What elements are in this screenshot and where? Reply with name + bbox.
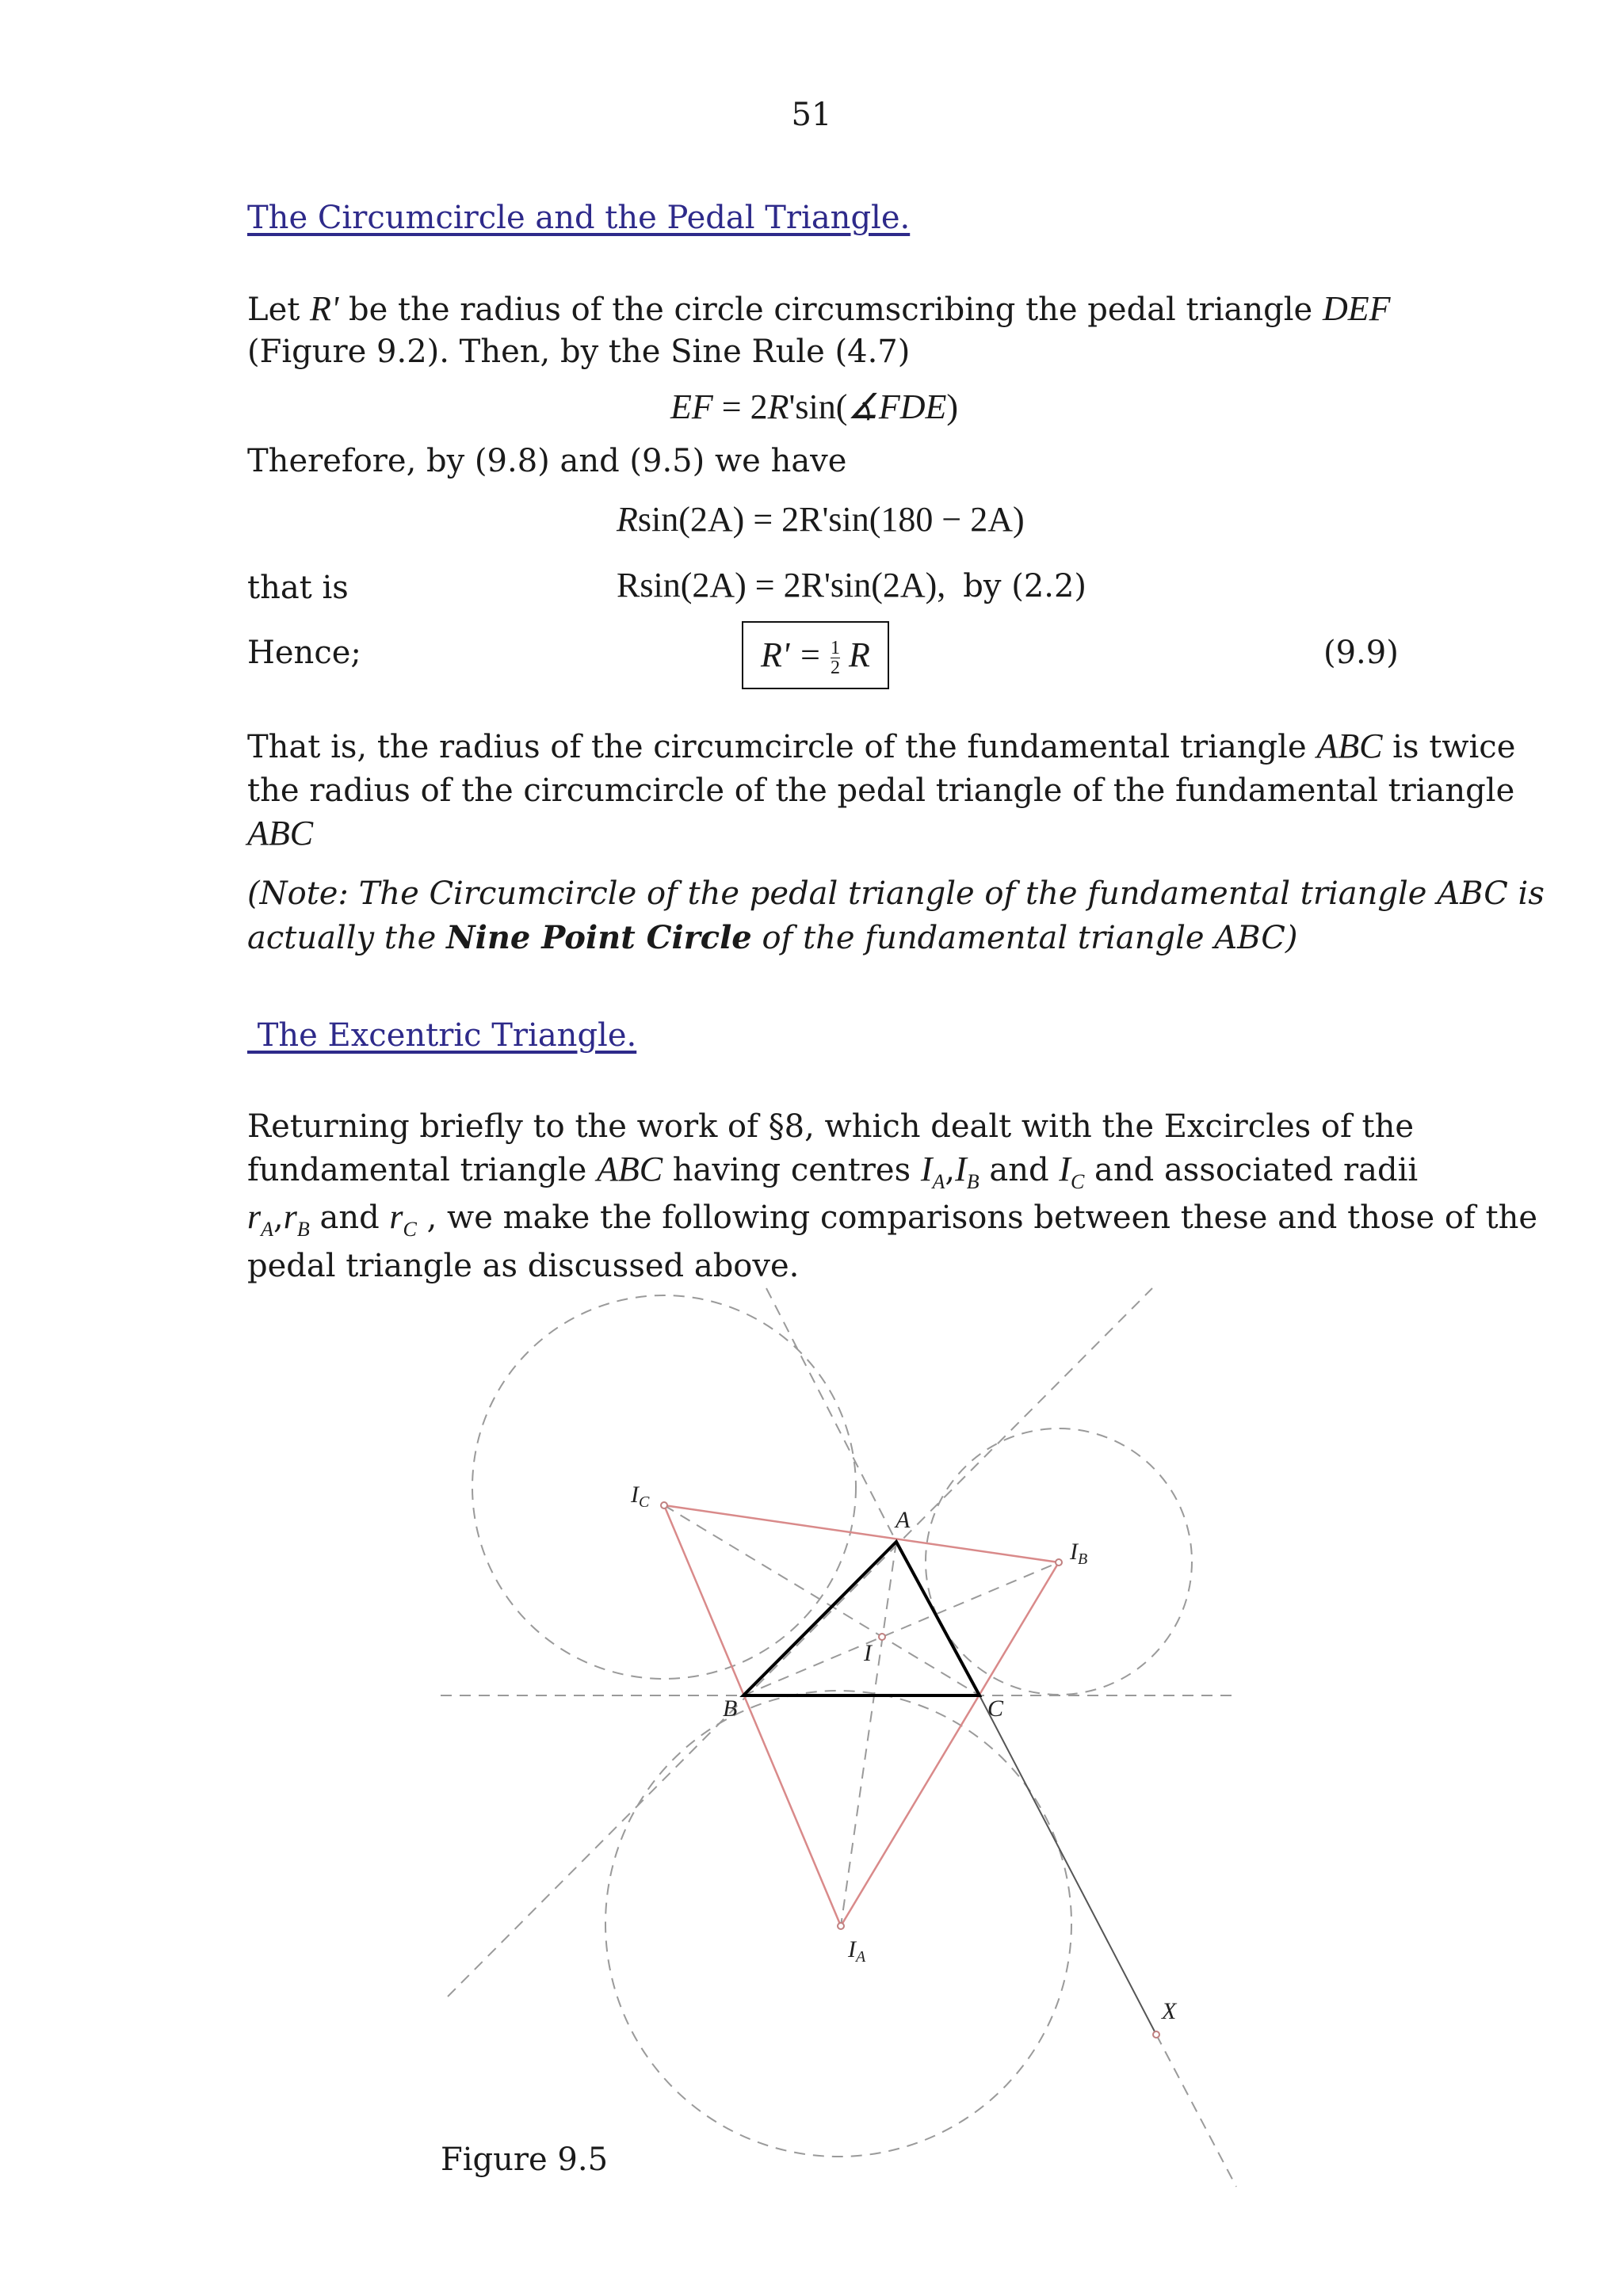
subscript: A xyxy=(261,1218,274,1241)
text: Let xyxy=(247,292,311,328)
line-c-to-x xyxy=(980,1695,1156,2035)
var-abc: ABC xyxy=(596,1150,663,1188)
var-ic: I xyxy=(1059,1150,1071,1188)
var-ra: r xyxy=(247,1197,262,1236)
angle-symbol: ∡ xyxy=(847,387,879,426)
nine-point-circle-term: Nine Point Circle xyxy=(446,919,752,956)
paragraph-1-line-2: (Figure 9.2). Then, by the Sine Rule (4.7) xyxy=(247,334,911,370)
text: , we make the following comparisons between these and those of the xyxy=(416,1199,1538,1236)
text: is twice xyxy=(1382,729,1516,765)
eq-part: FDE xyxy=(878,387,947,426)
var-abc: ABC xyxy=(1316,727,1383,765)
line-ac-extended-up xyxy=(766,1288,896,1542)
paragraph-2-line-2: the radius of the circumcircle of the pedal triangle of the fundamental triangle xyxy=(247,772,1515,809)
text: and associated radii xyxy=(1084,1152,1419,1188)
frac-num: 1 xyxy=(830,638,840,659)
point-ib xyxy=(1056,1559,1062,1566)
text: and xyxy=(309,1199,390,1236)
figure-caption: Figure 9.5 xyxy=(441,2142,609,2178)
bisector-a xyxy=(841,1542,896,1926)
var-def: DEF xyxy=(1322,289,1391,328)
point-incentre xyxy=(879,1634,885,1640)
subscript: C xyxy=(403,1218,417,1241)
eq-part: R xyxy=(617,500,638,539)
text: That is, the radius of the circumcircle of the fundamental triangle xyxy=(247,729,1317,765)
text: actually the xyxy=(247,920,447,956)
subscript: B xyxy=(296,1218,310,1241)
section2-line-4: pedal triangle as discussed above. xyxy=(247,1248,800,1284)
subscript: C xyxy=(1070,1170,1085,1193)
that-is-label: that is xyxy=(247,570,349,606)
label-i: I xyxy=(864,1640,872,1666)
hence-label: Hence; xyxy=(247,635,361,671)
therefore-line: Therefore, by (9.8) and (9.5) we have xyxy=(247,443,847,479)
point-x xyxy=(1153,2031,1159,2038)
bisector-c xyxy=(664,1505,980,1695)
eq-part: sin(2A) = 2R'sin(180 − 2A) xyxy=(637,500,1025,539)
fundamental-triangle xyxy=(743,1542,980,1695)
label-c: C xyxy=(987,1695,1004,1722)
text: having centres xyxy=(663,1152,921,1188)
line-ab-extended xyxy=(448,1288,1152,1997)
label-ia: $I_A$ xyxy=(848,1936,866,1966)
section2-line-1: Returning briefly to the work of §8, which dealt with the Excircles of the xyxy=(247,1108,1415,1145)
var-ia: I xyxy=(920,1150,933,1188)
eq-reference: by (2.2) xyxy=(963,568,1087,605)
page-number: 51 xyxy=(791,97,832,133)
bisector-b xyxy=(743,1562,1059,1695)
point-ic xyxy=(661,1502,667,1508)
line-ac-extended-down xyxy=(1156,2035,1236,2187)
label-ic: $I_C$ xyxy=(631,1482,650,1511)
points xyxy=(661,1502,1159,2038)
subscript: A xyxy=(932,1170,945,1193)
note-line-1: (Note: The Circumcircle of the pedal triangle of the fundamental triangle ABC is xyxy=(247,875,1545,912)
subscript: B xyxy=(966,1170,980,1193)
eq-part: R xyxy=(848,635,870,674)
eq-part: R' = xyxy=(761,635,831,674)
point-ia xyxy=(838,1923,844,1929)
text: , xyxy=(273,1199,284,1236)
var-ib: I xyxy=(955,1150,967,1188)
eq-part: R xyxy=(767,387,789,426)
section-heading-circumcircle[interactable]: The Circumcircle and the Pedal Triangle. xyxy=(247,200,911,236)
eq-part: = 2 xyxy=(712,387,768,426)
paragraph-2-line-3: ABC xyxy=(247,814,314,852)
eq-part: Rsin(2A) = 2R'sin(2A), xyxy=(617,566,946,605)
frac-den: 2 xyxy=(830,658,840,679)
eq-part: ) xyxy=(946,387,959,426)
label-x: X xyxy=(1162,1998,1177,2024)
text: be the radius of the circle circumscribing the pedal triangle xyxy=(338,292,1323,328)
label-a: A xyxy=(896,1507,911,1533)
equation-number: (9.9) xyxy=(1323,635,1399,671)
excircle-c xyxy=(472,1295,856,1679)
var-r-prime: R' xyxy=(310,289,339,328)
label-b: B xyxy=(723,1695,738,1722)
eq-part: 'sin( xyxy=(789,387,848,426)
text: and xyxy=(979,1152,1060,1188)
text: of the fundamental triangle ABC) xyxy=(751,920,1298,956)
text: , xyxy=(945,1152,956,1188)
figure-labels xyxy=(630,1482,1178,2024)
section-heading-excentric[interactable]: The Excentric Triangle. xyxy=(247,1017,637,1054)
var-rc: r xyxy=(389,1197,403,1236)
var-rb: r xyxy=(283,1197,297,1236)
text: fundamental triangle xyxy=(247,1152,597,1188)
construction-lines xyxy=(441,1288,1236,2187)
label-ib: $I_B$ xyxy=(1070,1539,1088,1568)
eq-lhs: EF xyxy=(670,387,713,426)
